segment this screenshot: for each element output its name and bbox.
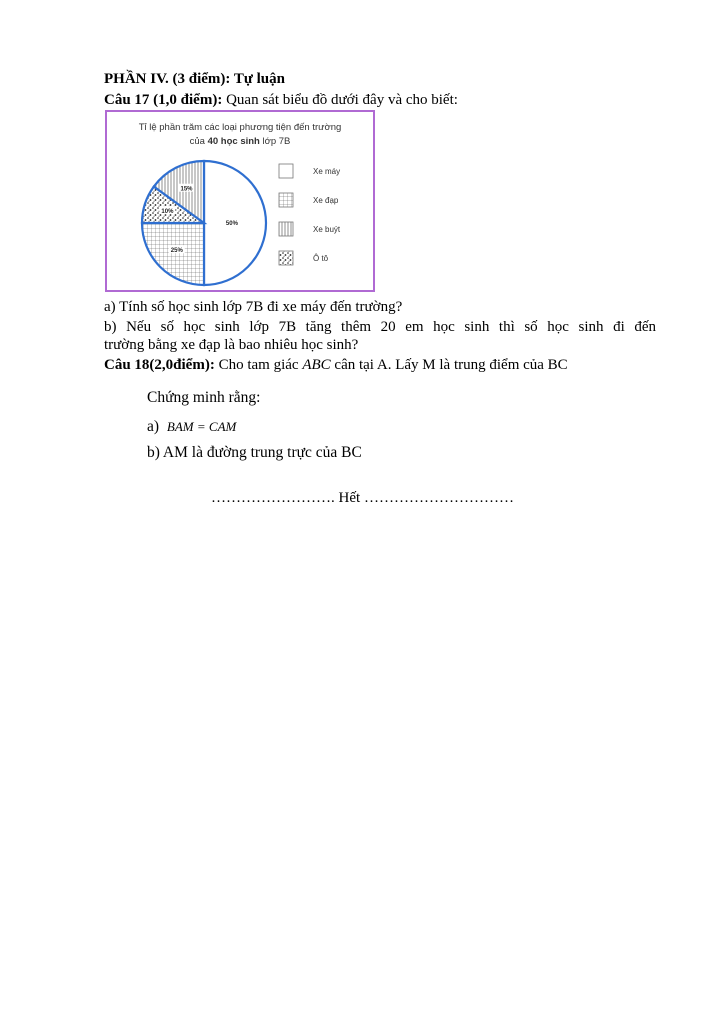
question-17-part-a: a) Tính số học sinh lớp 7B đi xe máy đến trường?: [104, 299, 403, 315]
legend-swatch-1: [279, 193, 293, 207]
legend-swatch-2: [279, 222, 293, 236]
question-18-text-after: cân tại A. Lấy M là trung điểm của BC: [334, 357, 568, 373]
question-18-text-before: Cho tam giác: [218, 357, 299, 373]
question-18: [104, 356, 568, 374]
chart-title-line-2-post: lớp 7B: [262, 136, 291, 147]
angle-equation: BAM = CAM: [166, 419, 237, 434]
triangle-name: ABC: [302, 357, 331, 373]
chart-title-line-2-bold: 40 học sinh: [207, 136, 260, 147]
section-heading: PHẦN IV. (3 điểm): Tự luận: [104, 71, 285, 87]
slice-label-2: 10%: [161, 209, 174, 216]
pie-slices: [142, 161, 266, 285]
chart-title-line-2-pre: của: [189, 136, 205, 147]
legend-swatch-3: [279, 251, 293, 265]
slice-label-1: 25%: [170, 248, 183, 255]
legend-label-2: Xe buýt: [313, 225, 341, 234]
slice-label-3: 15%: [180, 186, 193, 193]
question-18-part-b: b) AM là đường trung trực của BC: [147, 444, 362, 461]
question-18-part-a-prefix: a): [147, 418, 160, 435]
prove-statement: Chứng minh rằng:: [147, 389, 261, 406]
chart-legend: [279, 164, 341, 265]
question-17: [104, 91, 458, 109]
legend-label-1: Xe đạp: [313, 196, 339, 205]
pie-chart-figure: [105, 110, 375, 292]
legend-label-3: Ô tô: [313, 254, 329, 263]
question-18-label: Câu 18(2,0điểm):: [104, 357, 215, 373]
legend-label-0: Xe máy: [313, 167, 341, 176]
footer-end: ……………………. Hết …………………………: [211, 490, 514, 506]
question-17-part-b-line-2: trường bằng xe đạp là bao nhiêu học sinh?: [104, 337, 359, 353]
legend-swatch-0: [279, 164, 293, 178]
question-17-part-b-line-1: b) Nếu số học sinh lớp 7B tăng thêm 20 em học sinh thì số học sinh đi đến: [104, 319, 656, 335]
question-18-part-a: [147, 418, 236, 436]
slice-label-0: 50%: [225, 221, 238, 227]
chart-title-line-2: [190, 136, 291, 147]
question-17-text: Quan sát biểu đồ dưới đây và cho biết:: [226, 92, 458, 108]
question-17-label: Câu 17 (1,0 điểm):: [104, 92, 223, 108]
chart-title-line-1: Tỉ lệ phần trăm các loại phương tiện đến trường: [138, 122, 342, 133]
pie-chart: [107, 112, 373, 290]
